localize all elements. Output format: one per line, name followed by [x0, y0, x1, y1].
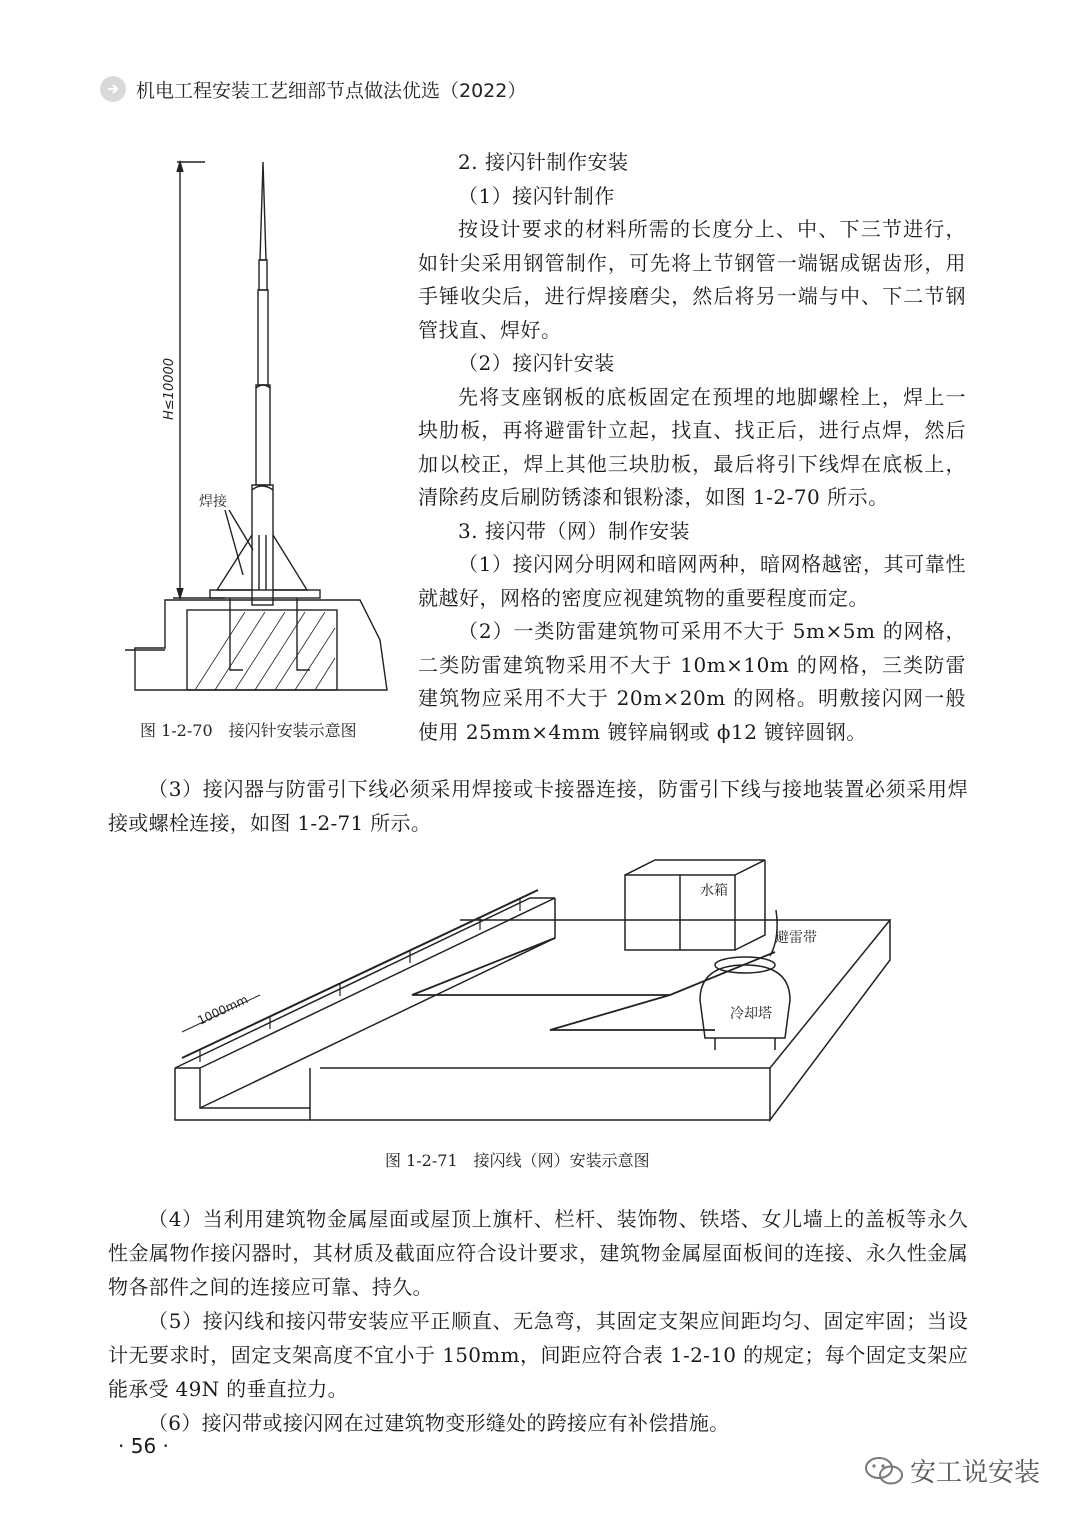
arrow-icon — [100, 76, 126, 102]
watermark-text: 安工说安装 — [909, 1458, 1040, 1488]
full-text-block-1 — [108, 772, 968, 840]
paragraph: （2）一类防雷建筑物可采用不大于 5m×5m 的网格，二类防雷建筑物采用不大于 10m×10m 的网格，三类防雷建筑物应采用不大于 20m×20m 的网格。明敷接闪网一般使用 25mm×4mm 镀锌扁钢或 ϕ12 镀锌圆钢。 — [418, 619, 966, 744]
figure71-caption: 图 1-2-71 接闪线（网）安装示意图 — [385, 1151, 650, 1170]
watermark — [864, 1452, 1040, 1489]
subheading-2: （2）接闪针安装 — [458, 351, 615, 375]
label-dim: 1000mm — [195, 992, 251, 1028]
header-title: 机电工程安装工艺细部节点做法优选（2022） — [136, 79, 527, 102]
section-heading-3: 3. 接闪带（网）制作安装 — [458, 518, 690, 543]
paragraph: 先将支座钢板的底板固定在预埋的地脚螺栓上，焊上一块肋板，再将避雷针立起，找直、找正后，进行点焊，然后加以校正，焊上其他三块肋板，最后将引下线焊在底板上，清除药皮后刷防锈漆和银粉漆，如图 1-2-70 所示。 — [418, 384, 966, 509]
paragraph: （3）接闪器与防雷引下线必须采用焊接或卡接器连接，防雷引下线与接地装置必须采用焊接或螺栓连接，如图 1-2-71 所示。 — [108, 777, 968, 835]
page-number: · 56 · — [118, 1434, 169, 1458]
subheading-1: （1）接闪针制作 — [458, 183, 615, 208]
figure-1-2-71-lightning-net — [170, 850, 910, 1130]
label-tower: 冷却塔 — [730, 1006, 772, 1022]
weld-label: 焊接 — [199, 494, 227, 510]
wechat-icon — [864, 1455, 904, 1487]
figure-1-2-70-lightning-rod — [125, 150, 400, 705]
label-belt: 避雷带 — [775, 930, 817, 946]
running-header — [100, 74, 526, 104]
paragraph: 按设计要求的材料所需的长度分上、中、下三节进行，如针尖采用钢管制作，可先将上节钢管一端锯成锯齿形，用手锤收尖后，进行焊接磨尖，然后将另一端与中、下二节钢管找直、焊好。 — [418, 217, 966, 342]
label-tank: 水箱 — [700, 883, 728, 899]
paragraph: （6）接闪带或接闪网在过建筑物变形缝处的跨接应有补偿措施。 — [148, 1411, 730, 1435]
dim-label: H≤10000 — [162, 357, 177, 420]
right-column-text — [418, 146, 966, 749]
figure70-caption: 图 1-2-70 接闪针安装示意图 — [140, 721, 357, 740]
section-heading-2: 2. 接闪针制作安装 — [458, 150, 629, 174]
paragraph: （5）接闪线和接闪带安装应平正顺直、无急弯，其固定支架应间距均匀、固定牢固；当设计无要求时，固定支架高度不宜小于 150mm，间距应符合表 1-2-10 的规定；每个固定支架应能承受 49N 的垂直拉力。 — [108, 1309, 968, 1401]
paragraph: （4）当利用建筑物金属屋面或屋顶上旗杆、栏杆、装饰物、铁塔、女儿墙上的盖板等永久性金属物作接闪器时，其材质及截面应符合设计要求，建筑物金属屋面板间的连接、永久性金属物各部件之间的连接应可靠、持久。 — [108, 1207, 968, 1299]
paragraph: （1）接闪网分明网和暗网两种，暗网格越密，其可靠性就越好，网格的密度应视建筑物的重要程度而定。 — [418, 552, 966, 610]
full-text-block-2 — [108, 1202, 968, 1440]
